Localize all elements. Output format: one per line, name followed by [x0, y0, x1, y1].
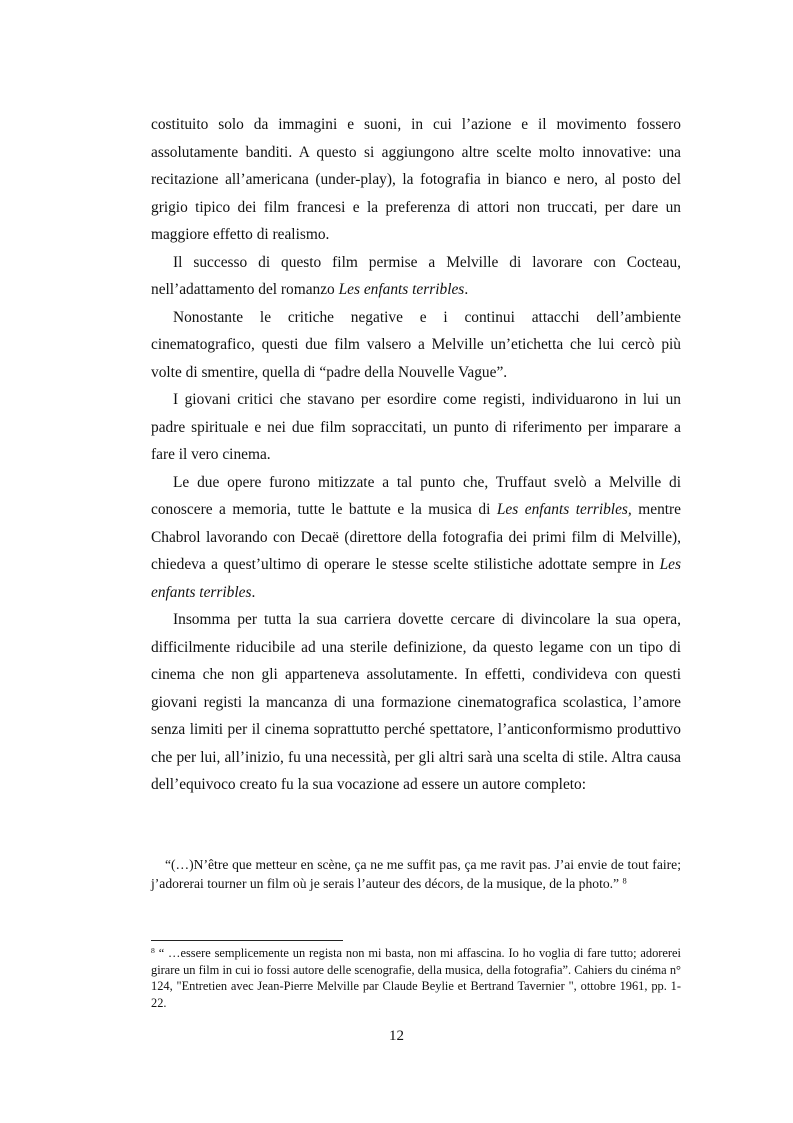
film-title: Les enfants terribles [151, 556, 681, 601]
paragraph-6: Insomma per tutta la sua carriera dovette cercare di divincolare la sua opera, difficilmente riducibile ad una sterile definizione, da questo legame con un tipo di cinema che non gli apparteneva assolutamente. In effetti, condivideva con questi giovani registi la mancanza di una formazione cinematografica scolastica, l’amore senza limiti per il cinema soprattutto perché spettatore, l’anticonformismo produttivo che per lui, all’inizio, fu una necessità, per gli altri sarà una scelta di stile. Altra causa dell’equivoco creato fu la sua vocazione ad essere un autore completo: [151, 611, 681, 793]
paragraph-5 [151, 469, 681, 607]
footnote-paragraph [151, 945, 681, 1011]
main-text [151, 111, 681, 799]
paragraph-5-text-b: mentre Chabrol lavorando con Decaë (direttore della fotografia dei primi film di Melville), chiedeva a quest’ultimo di operare le stesse scelte stilistiche adottate sempre in [151, 501, 681, 573]
paragraph-1: costituito solo da immagini e suoni, in cui l’azione e il movimento fossero assolutamente banditi. A questo si aggiungono altre scelte molto innovative: una recitazione all’americana (under-play), la fotografia in bianco e nero, al posto del grigio tipico dei film francesi e la preferenza di attori non truccati, per dare un maggiore effetto di realismo. [151, 116, 681, 243]
footnote-text: “ …essere semplicemente un regista non mi basta, non mi affascina. Io ho voglia di fare tutto; adorerei girare un film in cui io fossi autore delle scenografie, della musica, della fotografia”. Cahiers du cinéma n° 124, "Entretien avec Jean-Pierre Melville par Claude Beylie et Bertrand Tavernier ", ottobre 1961, pp. 1- 22. [151, 946, 681, 1010]
block-quote [151, 855, 681, 893]
footnote-marker: 8 [151, 945, 155, 955]
footnote-separator [151, 940, 343, 941]
paragraph-5-end: . [251, 583, 256, 601]
film-title: Les enfants terribles [338, 281, 465, 298]
paragraph-5-text-a: Le due opere furono mitizzate a tal punto che, Truffaut svelò a Melville di conoscere a memoria, tutte le battute e la musica di [151, 473, 681, 518]
paragraph-2 [151, 249, 681, 304]
quote-text: “(…)N’être que metteur en scène, ça ne me suffit pas, ça me ravit pas. J’ai envie de tout faire; j’adorerai tourner un film où je serais l’auteur des décors, de la musique, de la photo.” [151, 857, 681, 891]
footnote-reference: 8 [622, 875, 627, 886]
paragraph-3: Nonostante le critiche negative e i continui attacchi dell’ambiente cinematografico, questi due film valsero a Melville un’etichetta che lui cercò più volte di smentire, quella di “padre della Nouvelle Vague”. [151, 308, 681, 381]
paragraph-2-end: . [464, 281, 469, 298]
quote-paragraph [151, 855, 681, 893]
page-number: 12 [389, 1028, 404, 1044]
paragraph-4: I giovani critici che stavano per esordire come registi, individuarono in lui un padre spirituale e nei due film sopraccitati, un punto di riferimento per imparare a fare il vero cinema. [151, 391, 681, 463]
film-title: Les enfants terribles, [496, 501, 632, 518]
paragraph-2-text: Il successo di questo film permise a Melville di lavorare con Cocteau, nell’adattamento del romanzo [151, 253, 681, 298]
footnote [151, 945, 681, 1011]
